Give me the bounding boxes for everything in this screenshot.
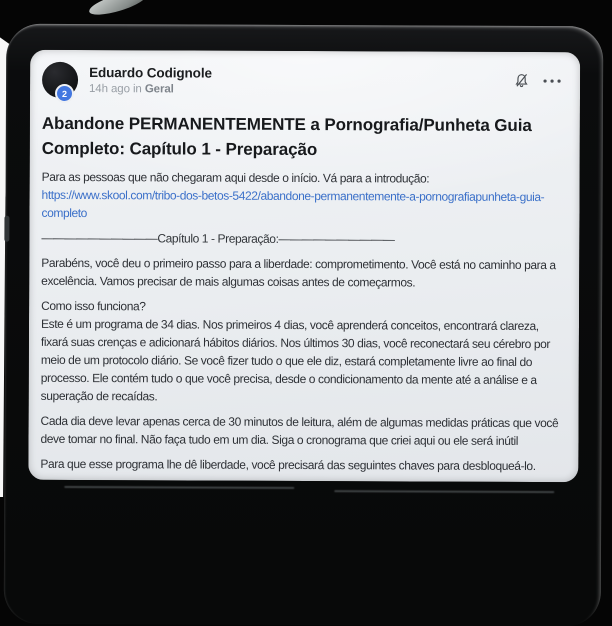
how-heading: Como isso funciona?: [41, 298, 146, 314]
author-name[interactable]: Eduardo Codignole: [89, 65, 212, 81]
intro-text: Para as pessoas que não chegaram aqui desde o início. Vá para a introdução:: [41, 169, 430, 186]
tablet-side-button: [4, 216, 9, 242]
paragraph-how-it-works: [41, 297, 567, 407]
level-badge: 2: [55, 84, 74, 103]
post-header: [42, 62, 568, 100]
intro-link[interactable]: https://www.skool.com/tribo-dos-betos-5422/abandone-permanentemente-a-pornografiapunheta-guia-completo: [41, 187, 545, 221]
paragraph-daily-reading: Cada dia deve levar apenas cerca de 30 minutos de leitura, além de algumas medidas práticas que você deve tomar no final. Não faça tudo em um dia. Siga o cronograma que criei aqui ou ele será inútil: [40, 413, 559, 448]
post-page: [28, 50, 580, 475]
post-intro-paragraph: [41, 168, 567, 224]
group-link[interactable]: Geral: [144, 83, 174, 96]
bezel-reflection: [334, 490, 554, 493]
post-timestamp: 14h ago in: [89, 83, 142, 96]
how-body: Este é um programa de 34 dias. Nos primeiros 4 dias, você aprenderá conceitos, encontrará clareza, fixará suas crenças e adicionará hábitos diários. Nos últimos 30 dias, você reconectará seu cérebro por meio de um protocolo diário. Se você fizer tudo o que ele diz, estará completamente livre ao final do processo. Ele contém tudo o que você precisa, desde o condicionamento da mente até a análise e a superação de recaídas.: [40, 316, 551, 404]
paragraph-commitment: Parabéns, você deu o primeiro passo para a liberdade: comprometimento. Você está no caminho para a excelência. Vamos precisar de mais algumas coisas antes de começarmos.: [41, 255, 556, 290]
ellipsis-icon[interactable]: [542, 77, 562, 85]
bell-slash-icon[interactable]: [513, 72, 530, 89]
author-block: [89, 62, 212, 96]
tablet-frame: [4, 24, 604, 626]
chapter-divider: ——————————Capítulo 1 - Preparação:——————————: [41, 230, 395, 247]
bezel-reflection: [64, 486, 294, 489]
paragraph-keys: Para que esse programa lhe dê liberdade, você precisará das seguintes chaves para desbloqueá-lo.: [40, 456, 536, 474]
post-title: Abandone PERMANENTEMENTE a Pornografia/Punheta Guia Completo: Capítulo 1 - Preparação: [41, 113, 532, 160]
avatar[interactable]: [42, 62, 78, 98]
tablet-screen: [28, 50, 580, 482]
post-meta: [89, 83, 212, 96]
header-actions: [513, 64, 568, 89]
background-object: [87, 0, 149, 19]
